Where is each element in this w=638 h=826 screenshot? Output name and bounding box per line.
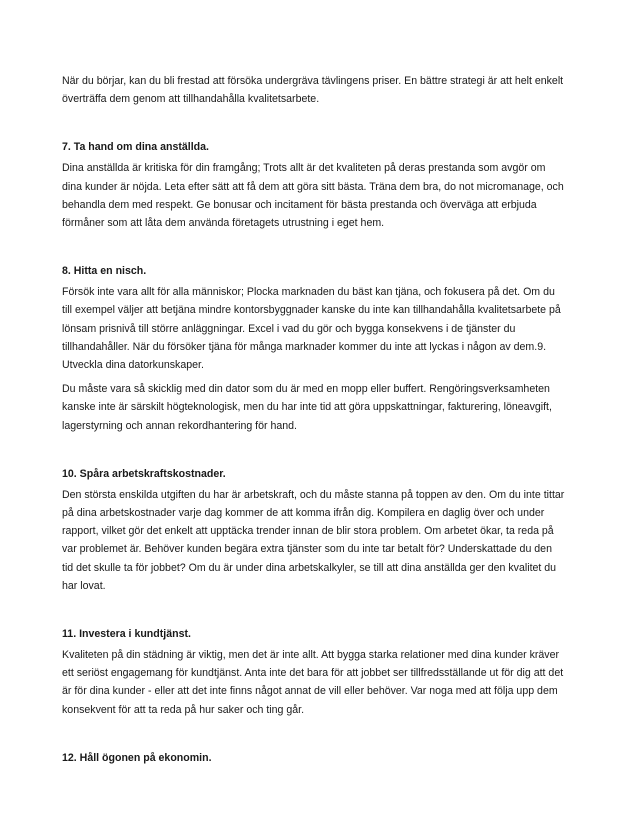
section-8-paragraph-1: Försök inte vara allt för alla människor; Plocka marknaden du bäst kan tjäna, och fokusera på det. Om du till exempel väljer att betjäna mindre kontorsbyggnader kanske du inte kan tillhandahålla kvalitetsarbete på lönsam prisnivå till större anläggningar. Excel i vad du gör och bygga konsekvens i de tjänster du tillhandahåller. När du försöker tjäna för många marknader kommer du inte att lyckas i någon av dem.9. Utveckla dina datorkunskaper. [62,286,561,372]
section-11-paragraph: Kvaliteten på din städning är viktig, men det är inte allt. Att bygga starka relationer med dina kunder kräver ett seriöst engagemang för kundtjänst. Anta inte det bara för att jobbet ser tillfredsställande ut för dig att det är för dina kunder - eller att det inte finns något annat de vill eller behöver. Var noga med att följa upp dem konsekvent för att ta reda på hur saker och ting går. [62,649,564,716]
section-10-paragraph: Den största enskilda utgiften du har är arbetskraft, och du måste stanna på toppen av den. Om du inte tittar på dina arbetskostnader varje dag kommer de att komma ifrån dig. Kompilera en daglig över och under rapport, vilket gör det enkelt att upptäcka trender innan de blir stora problem. Om arbetet ökar, ta reda på var problemet är. Behöver kunden begära extra tjänster som du inte tar betalt för? Underskattade du den tid det skulle ta för jobbet? Om du är under dina arbetskalkyler, se till att dina anställda ger den kvalitet du har lovat. [62,488,565,592]
section-10-heading: 10. Spåra arbetskraftskostnader. [62,467,226,480]
section-11-heading: 11. Investera i kundtjänst. [62,628,191,641]
section-7-heading: 7. Ta hand om dina anställda. [62,141,209,154]
section-12-heading: 12. Håll ögonen på ekonomin. [62,751,212,764]
intro-paragraph: När du börjar, kan du bli frestad att försöka undergräva tävlingens priser. En bättre strategi är att helt enkelt överträffa dem genom att tillhandahålla kvalitetsarbete. [62,75,564,106]
section-8-heading: 8. Hitta en nisch. [62,265,147,278]
section-7-paragraph: Dina anställda är kritiska för din framgång; Trots allt är det kvaliteten på deras prestanda som avgör om dina kunder är nöjda. Leta efter sätt att få dem att göra sitt bästa. Träna dem bra, do not micromanage, och behandla dem med respekt. Ge bonusar och incitament för bästa prestanda och överväga att erbjuda förmåner som att låta dem använda företagets utrustning i eget hem. [62,162,564,230]
document-page [62,72,566,767]
section-8-paragraph-2: Du måste vara så skicklig med din dator som du är med en mopp eller buffert. Rengöringsverksamheten kanske inte är särskilt högteknologisk, men du har inte tid att göra uppskattningar, fakturering, löneavgift, lagerstyrning och annan rekordhantering för hand. [62,383,552,432]
